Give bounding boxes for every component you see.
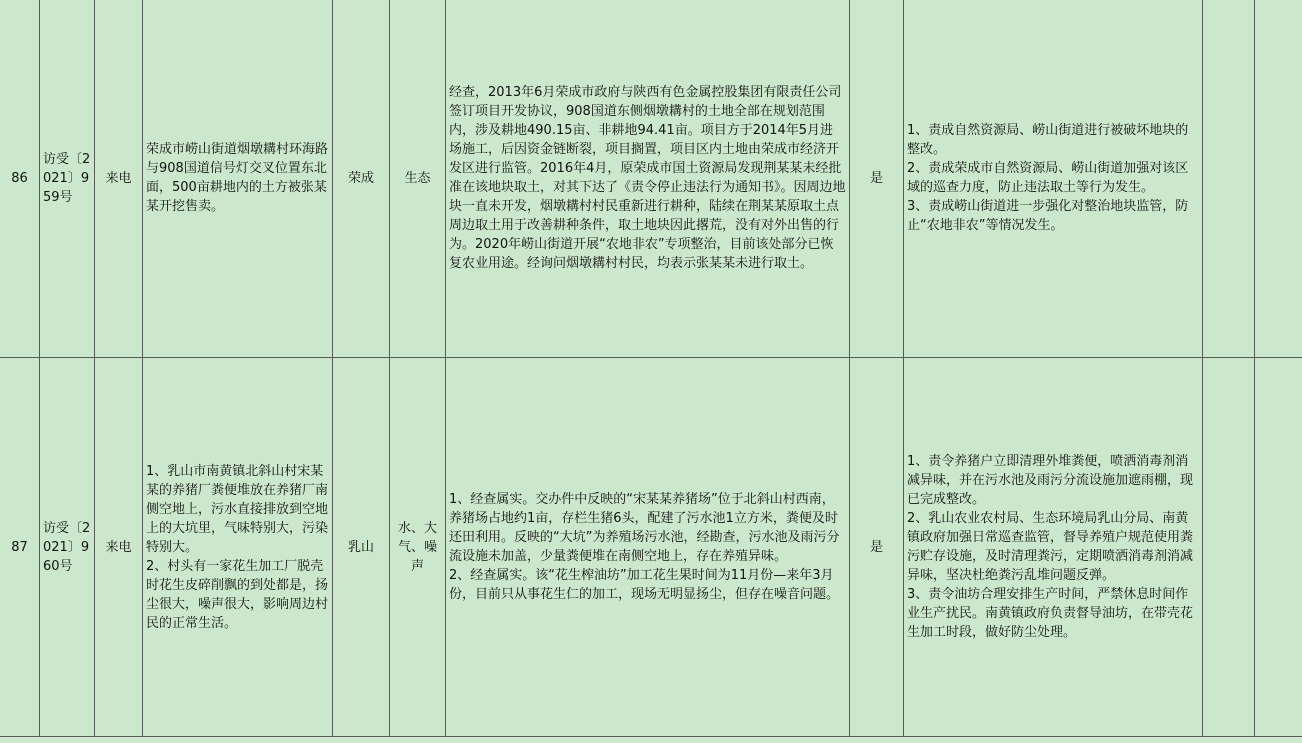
verified-cell[interactable]: 是: [850, 0, 904, 358]
category-cell[interactable]: 水、大气、噪声: [390, 358, 446, 737]
findings-cell[interactable]: [446, 358, 850, 737]
finding-item: 2、经查属实。该“花生榨油坊”加工花生果时间为11月份—来年3月份，目前只从事花生仁的加工，现场无明显扬尘，但存在噪音问题。: [449, 568, 840, 602]
empty-cell[interactable]: [1203, 358, 1255, 737]
measure-item: 1、责成自然资源局、崂山街道进行被破坏地块的整改。: [907, 123, 1189, 157]
category-cell[interactable]: 生态: [390, 0, 446, 358]
complaint-content-cell[interactable]: 荣成市崂山街道烟墩耩村环海路与908国道信号灯交叉位置东北面，500亩耕地内的土方被张某某开挖售卖。: [143, 0, 333, 358]
findings-cell[interactable]: 经查，2013年6月荣成市政府与陕西有色金属控股集团有限责任公司签订项目开发协议，908国道东侧烟墩耩村的土地全部在规划范围内，涉及耕地490.15亩、非耕地94.41亩。项目方于2014年5月进场施工，后因资金链断裂，项目搁置，项目区内土地由荣成市经济开发区进行监管。2016年4月，原荣成市国土资源局发现荆某某未经批准在该地块取土，对其下达了《责令停止违法行为通知书》。因周边地块一直未开发，烟墩耩村村民重新进行耕种，陆续在荆某某原取土点周边取土用于改善耕种条件，取土地块因此撂荒，没有对外出售的行为。2020年崂山街道开展“农地非农”专项整治，目前该处部分已恢复农业用途。经询问烟墩耩村村民，均表示张某某未进行取土。: [446, 0, 850, 358]
empty-cell[interactable]: [1255, 0, 1302, 358]
empty-cell[interactable]: [1255, 358, 1302, 737]
verified-cell[interactable]: 是: [850, 358, 904, 737]
content-item: 2、村头有一家花生加工厂脱壳时花生皮碎削飘的到处都是，扬尘很大，噪声很大，影响周边村民的正常生活。: [146, 558, 329, 631]
source-cell[interactable]: 来电: [95, 358, 143, 737]
measure-item: 3、责令油坊合理安排生产时间，严禁休息时间作业生产扰民。南黄镇政府负责督导油坊，在带壳花生加工时段，做好防尘处理。: [907, 587, 1194, 640]
district-cell[interactable]: 荣成: [333, 0, 390, 358]
table-row[interactable]: [0, 358, 1302, 737]
measure-item: 2、乳山农业农村局、生态环境局乳山分局、南黄镇政府加强日常巡查监管，督导养殖户规范使用粪污贮存设施，及时清理粪污，定期喷洒消毒剂消减异味，坚决杜绝粪污乱堆问题反弹。: [907, 511, 1194, 583]
table-row[interactable]: [0, 0, 1302, 358]
content-item: 1、乳山市南黄镇北斜山村宋某某的养猪厂粪便堆放在养猪厂南侧空地上，污水直接排放到空地上的大坑里，气味特别大，污染特别大。: [146, 463, 329, 555]
measures-cell[interactable]: [904, 0, 1203, 358]
measure-item: 1、责令养猪户立即清理外堆粪便，喷洒消毒剂消减异味，并在污水池及雨污分流设施加遮雨棚，现已完成整改。: [907, 454, 1194, 507]
measure-item: 2、责成荣成市自然资源局、崂山街道加强对该区域的巡查力度，防止违法取土等行为发生。: [907, 161, 1189, 195]
seq-cell[interactable]: 87: [0, 358, 40, 737]
complaint-content-cell[interactable]: [143, 358, 333, 737]
source-cell[interactable]: 来电: [95, 0, 143, 358]
seq-cell[interactable]: 86: [0, 0, 40, 358]
finding-item: 1、经查属实。交办件中反映的“宋某某养猪场”位于北斜山村西南，养猪场占地约1亩，存栏生猪6头，配建了污水池1立方米，粪便及时还田利用。反映的“大坑”为养殖场污水池，经勘查，污水池及雨污分流设施未加盖，少量粪便堆在南侧空地上，存在养殖异味。: [449, 492, 840, 564]
measure-item: 3、责成崂山街道进一步强化对整治地块监管，防止“农地非农”等情况发生。: [907, 199, 1189, 233]
measures-cell[interactable]: [904, 358, 1203, 737]
case-number-cell[interactable]: 访受〔2021〕960号: [40, 358, 95, 737]
empty-cell[interactable]: [1203, 0, 1255, 358]
district-cell[interactable]: 乳山: [333, 358, 390, 737]
case-number-cell[interactable]: 访受〔2021〕959号: [40, 0, 95, 358]
